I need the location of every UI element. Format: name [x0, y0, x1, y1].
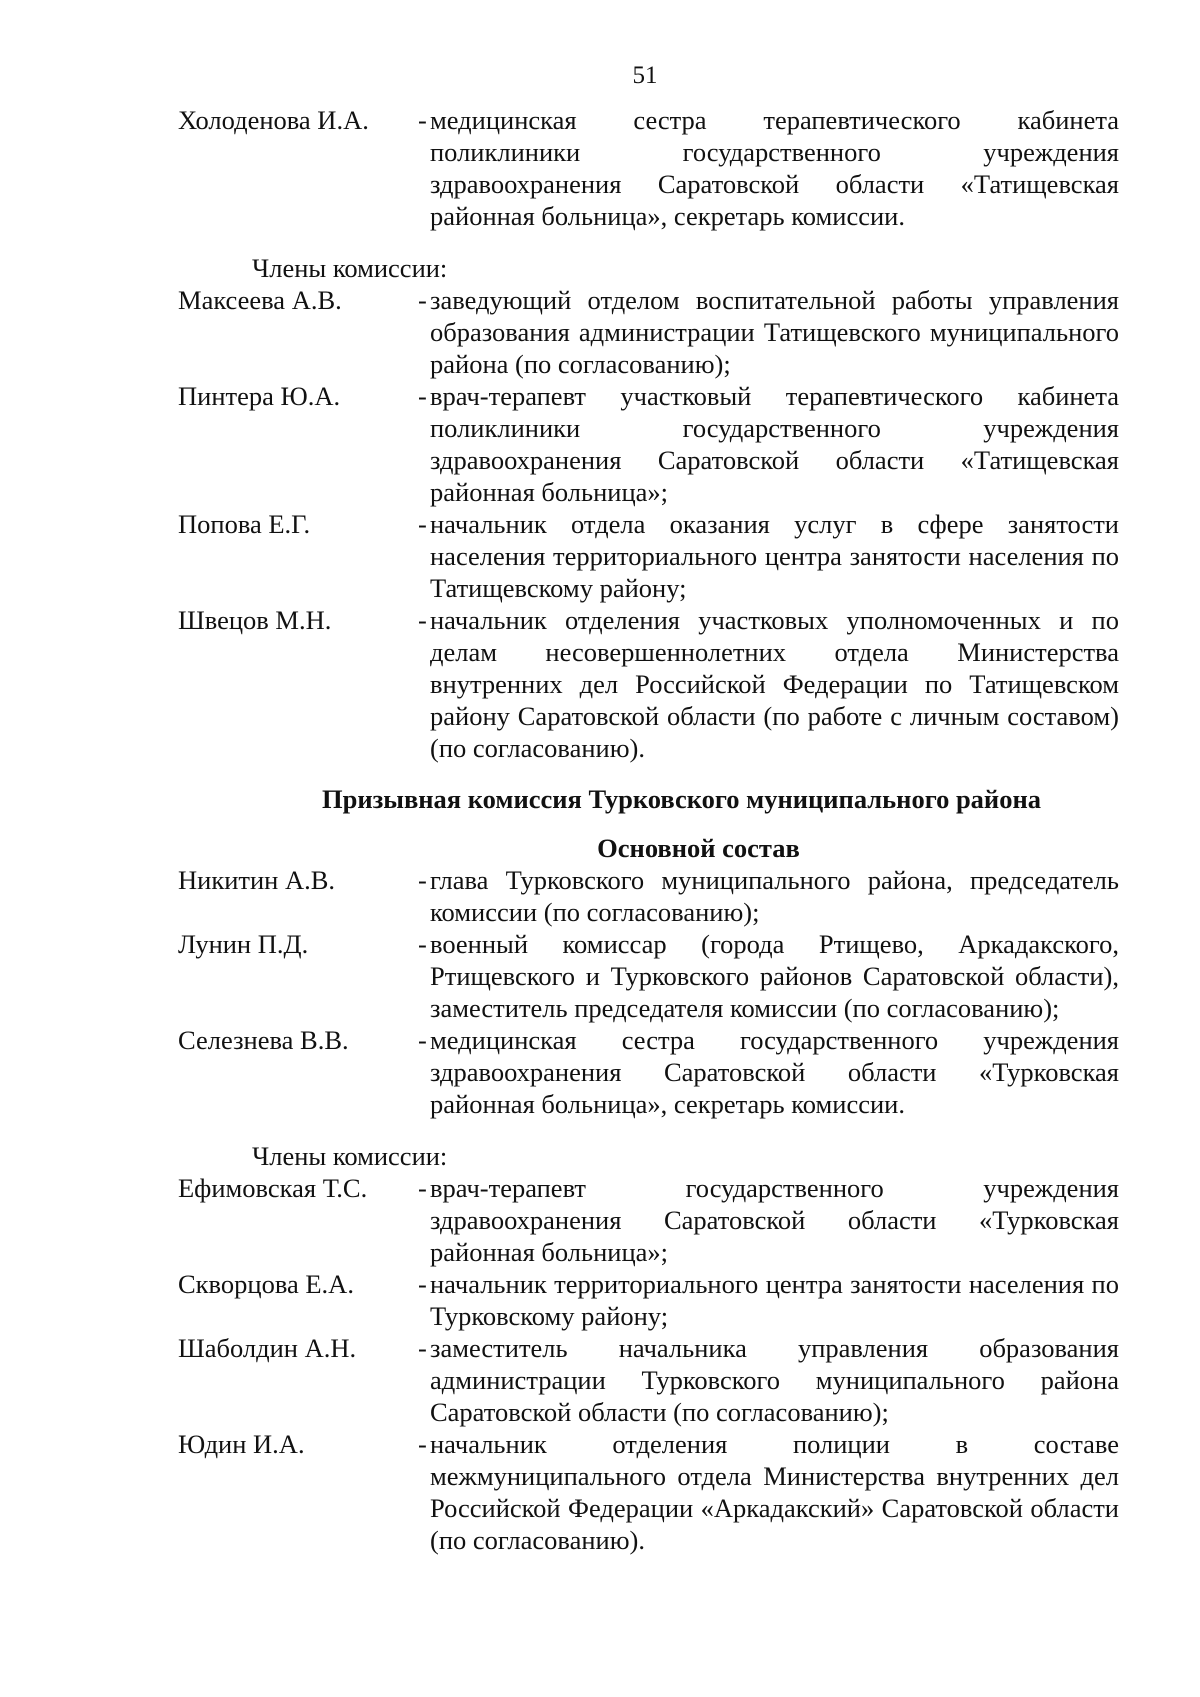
entry-main-selezneva [178, 1024, 1119, 1120]
person-name: Пинтера Ю.А. [178, 381, 341, 411]
entry-member-makseeva [178, 284, 1119, 380]
dash: - [418, 1173, 427, 1203]
person-position: заведующий отделом воспитательной работы управления образования администрации Татищевского муниципального района (по согласованию); [430, 285, 1119, 379]
person-name: Селезнева В.В. [178, 1025, 349, 1055]
person-name: Шаболдин А.Н. [178, 1333, 357, 1363]
person-name: Лунин П.Д. [178, 929, 309, 959]
entry-main-lunin [178, 928, 1119, 1024]
person-name: Попова Е.Г. [178, 509, 311, 539]
commission-title: Призывная комиссия Турковского муниципального района [322, 784, 1041, 814]
dash: - [418, 1269, 427, 1299]
person-position: медицинская сестра государственного учреждения здравоохранения Саратовской области «Турковская районная больница», секретарь комиссии. [430, 1025, 1119, 1119]
person-position: глава Турковского муниципального района, председатель комиссии (по согласованию); [430, 865, 1119, 927]
entry-member-yudin [178, 1428, 1119, 1556]
entry-member-shaboldin [178, 1332, 1119, 1428]
person-position: военный комиссар (города Ртищево, Аркадакского, Ртищевского и Турковского районов Саратовской области), заместитель председателя комиссии (по согласованию); [430, 929, 1119, 1023]
person-name: Юдин И.А. [178, 1429, 305, 1459]
person-position: врач-терапевт участковый терапевтического кабинета поликлиники государственного учреждения здравоохранения Саратовской области «Татищевская районная больница»; [430, 381, 1119, 507]
person-name: Никитин А.В. [178, 865, 336, 895]
person-position: начальник территориального центра занятости населения по Турковскому району; [430, 1269, 1119, 1331]
entry-member-shvetsov [178, 604, 1119, 764]
composition-title: Основной состав [597, 833, 800, 863]
members-label: Члены комиссии: [252, 1141, 448, 1171]
dash: - [418, 605, 427, 635]
person-name: Ефимовская Т.С. [178, 1173, 368, 1203]
dash: - [418, 1429, 427, 1459]
dash: - [418, 105, 427, 135]
entry-secretary-kholodenova [178, 104, 1119, 232]
person-position: начальник отделения участковых уполномоченных и по делам несовершеннолетних отдела Министерства внутренних дел Российской Федерации по Татищевском району Саратовской области (по работе с личным составом) (по согласованию). [430, 605, 1119, 763]
entry-main-nikitin [178, 864, 1119, 928]
person-name: Скворцова Е.А. [178, 1269, 354, 1299]
dash: - [418, 865, 427, 895]
entry-member-pintera [178, 380, 1119, 508]
person-name: Максеева А.В. [178, 285, 342, 315]
entry-member-popova [178, 508, 1119, 604]
person-position: медицинская сестра терапевтического кабинета поликлиники государственного учреждения здравоохранения Саратовской области «Татищевская районная больница», секретарь комиссии. [430, 105, 1119, 231]
page-number: 51 [632, 62, 658, 89]
dash: - [418, 509, 427, 539]
document-body [178, 104, 1119, 1556]
person-position: начальник отдела оказания услуг в сфере занятости населения территориального центра занятости населения по Татищевскому району; [430, 509, 1119, 603]
dash: - [418, 285, 427, 315]
person-position: заместитель начальника управления образования администрации Турковского муниципального района Саратовской области (по согласованию); [430, 1333, 1119, 1427]
members-label: Члены комиссии: [252, 253, 448, 283]
entry-member-skvortsova [178, 1268, 1119, 1332]
person-name: Швецов М.Н. [178, 605, 332, 635]
person-position: врач-терапевт государственного учреждения здравоохранения Саратовской области «Турковская районная больница»; [430, 1173, 1119, 1267]
dash: - [418, 929, 427, 959]
dash: - [418, 1333, 427, 1363]
dash: - [418, 381, 427, 411]
entry-member-efimovskaya [178, 1172, 1119, 1268]
dash: - [418, 1025, 427, 1055]
person-position: начальник отделения полиции в составе межмуниципального отдела Министерства внутренних дел Российской Федерации «Аркадакский» Саратовской области (по согласованию). [430, 1429, 1119, 1555]
person-name: Холоденова И.А. [178, 105, 369, 135]
